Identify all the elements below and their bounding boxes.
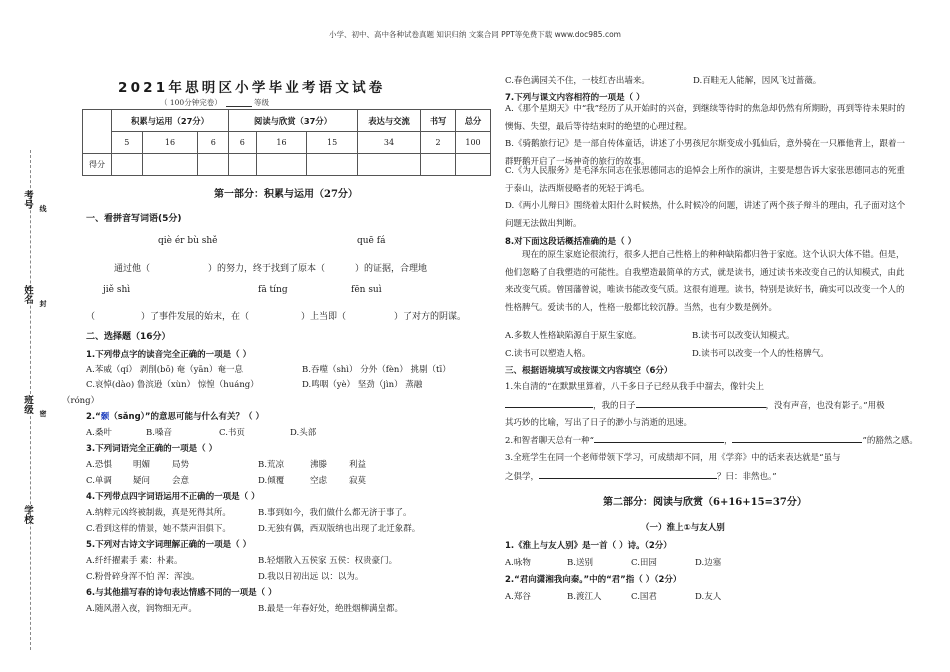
score-header: 阅读与欣赏（37分）: [229, 110, 358, 132]
option: D.我以日初出远 以：以为。: [258, 572, 364, 582]
option: C.粉骨碎身浑不怕 浑：浑浊。: [86, 572, 200, 582]
fill-text: 3.全班学生在同一个老师带领下学习，可成绩却不同，用《学弈》中的话来表达就是“虽与: [505, 453, 841, 463]
score-points: 16: [256, 132, 307, 154]
option: A.苯威（qí） 剥削(bō) 奄（yān）奄一息: [86, 365, 243, 375]
reading-passage: 现在的原生家庭论很流行，很多人把自己性格上的种种缺陷都归咎于家庭。这个认识大体不错。但是，他们忽略了自我塑造的可能性。自我塑造最简单的方式，就是读书，通过读书来改变自己的认知模式，由此来改变气质。曾国藩曾说，唯读书能改变气质。这很有道理。读书，特别是读好书，确实可以改变一个人的性格脾气。爱读书的人，性格一般都比较沉静。当然，也有少数是例外。: [505, 250, 905, 313]
option: A.郑谷: [505, 592, 531, 602]
time-limit: （ 100分钟完卷）: [160, 98, 222, 107]
option: D.友人: [695, 592, 722, 602]
fill-text: 之俱学， ？曰：非然也。”: [505, 469, 777, 482]
option: B.读书可以改变认知模式。: [692, 331, 795, 341]
option: D.边塞: [695, 558, 722, 568]
option: C.哀悼(dào) 鲁滨逊（xùn） 惊惶（huáng）: [86, 380, 259, 390]
binding-secret: 密: [39, 410, 47, 417]
score-cell[interactable]: [421, 154, 456, 176]
question: 1.下列带点字的读音完全正确的一项是（ ）: [86, 350, 252, 360]
score-points: 100: [456, 132, 491, 154]
fill-text: （ ）了事件发展的始末，在（ ）上当即（ ）了对方的阴谋。: [86, 312, 467, 322]
score-cell[interactable]: [198, 154, 229, 176]
option: B.事到如今，我们做什么都无济于事了。: [258, 508, 412, 518]
option: 会意: [172, 476, 190, 486]
option: C.看到这样的情景，她不禁声泪俱下。: [86, 524, 231, 534]
score-points: 16: [142, 132, 198, 154]
score-cell[interactable]: [456, 154, 491, 176]
binding-seal: 封: [39, 300, 47, 307]
score-header: 书写: [421, 110, 456, 132]
header-note: 小学、初中、高中各种试卷真题 知识归纳 文案合同 PPT等免费下载 www.doc985.com: [329, 30, 621, 39]
option: D.百畦无人能解，因风飞过蔷薇。: [693, 76, 822, 86]
option: B.嗓音: [146, 428, 172, 438]
blank[interactable]: [636, 398, 766, 408]
question: 7.下列与课文内容相符的一项是（ ）: [505, 93, 645, 103]
score-row-label: 得分: [83, 154, 112, 176]
option: 明媚: [133, 460, 151, 470]
pinyin: fēn suì: [351, 285, 382, 295]
part1-title: 第一部分：积累与运用（27分）: [214, 189, 358, 200]
binding-line-label: 线: [39, 205, 47, 212]
blank[interactable]: [539, 469, 717, 479]
question: 8.对下面这段话概括准确的是（ ）: [505, 237, 637, 247]
score-points: 5: [112, 132, 143, 154]
pinyin: quē fá: [357, 236, 386, 246]
option: B.轻烟散入五侯家 五侯：权贵豪门。: [258, 556, 398, 566]
option: 局势: [172, 460, 190, 470]
option: 疑问: [133, 476, 151, 486]
option: C.国君: [631, 592, 657, 602]
question: 6.与其他描写春的诗句表达情感不同的一项是（ ）: [86, 588, 277, 598]
score-table: [82, 109, 491, 176]
option: B.吞噬（shì） 分外（fèn） 挑剔（tī）: [302, 365, 451, 375]
pinyin: fā tíng: [258, 285, 288, 295]
option: （róng）: [62, 396, 100, 406]
score-points: 34: [358, 132, 421, 154]
pinyin: qiè ér bù shě: [158, 236, 218, 246]
option: A.桑叶: [86, 428, 112, 438]
binding-class: 班级: [22, 395, 33, 414]
question: 3.下列词语完全正确的一项是（ ）: [86, 444, 218, 454]
question: 2.“颡（sǎng）”的意思可能与什么有关？（ ）: [86, 412, 264, 422]
option: A.随风潜入夜，润物细无声。: [86, 604, 197, 614]
score-cell[interactable]: [358, 154, 421, 176]
binding-school: 学校: [22, 505, 33, 524]
option: 寂莫: [349, 476, 367, 486]
score-points: 6: [198, 132, 229, 154]
question: 4.下列带点四字词语运用不正确的一项是（ ）: [86, 492, 260, 502]
option: 沸滕: [310, 460, 328, 470]
option: 利益: [349, 460, 367, 470]
score-points: 15: [307, 132, 358, 154]
fill-text: 2.和智者聊天总有一种“ ， ”的豁然之感。: [505, 433, 918, 446]
pinyin: jiě shì: [103, 285, 131, 295]
fill-text: 通过他（ ）的努力，终于找到了原本（ ）的证据，合理地: [114, 264, 428, 274]
option: D.无独有偶，西双版纳也出现了北迁象群。: [258, 524, 421, 534]
score-cell[interactable]: [112, 154, 143, 176]
score-header: 表达与交流: [358, 110, 421, 132]
option: C.田园: [631, 558, 657, 568]
fill-text: 其巧妙的比喻，写出了日子的渺小与消逝的迅速。: [505, 418, 693, 428]
blank[interactable]: [732, 433, 862, 443]
option: B.送别: [567, 558, 593, 568]
option: A.纤纤擢素手 素：朴素。: [86, 556, 183, 566]
score-points: 6: [229, 132, 257, 154]
option: B.最是一年春好处，绝胜烟柳满皇都。: [258, 604, 403, 614]
score-cell[interactable]: [229, 154, 257, 176]
option: D.倾覆: [258, 476, 285, 486]
question: 2.“君向潇湘我向秦。”中的“君”指（ ）（2分）: [505, 575, 682, 585]
score-header: 积累与运用（27分）: [112, 110, 229, 132]
option: A.多数人性格缺陷源自于原生家庭。: [505, 331, 642, 341]
q3-title: 三、根据语境填写或按课文内容填空（6分）: [505, 366, 673, 376]
binding-exam-no: 考号: [22, 190, 33, 209]
option: C.春色满园关不住，一枝红杏出墙来。: [505, 76, 650, 86]
question: 1.《淮上与友人别》是一首（ ）诗。（2分）: [505, 541, 672, 551]
option: B.渡江人: [567, 592, 602, 602]
option: C.书页: [219, 428, 245, 438]
option: D.读书可以改变一个人的性格脾气。: [692, 349, 829, 359]
blank[interactable]: [505, 398, 593, 408]
time-underline: [226, 106, 252, 107]
score-points: 2: [421, 132, 456, 154]
score-corner: [83, 110, 112, 154]
score-cell[interactable]: [307, 154, 358, 176]
blank[interactable]: [594, 433, 724, 443]
option: A.《那个星期天》中“我”经历了从开始时的兴奋，到继续等待时的焦急却仍然有所期盼，再到等待未果时的懊悔、失望，最后等待结束时的绝望的心理过程。: [505, 104, 906, 132]
option: 空虑: [310, 476, 328, 486]
part2-subtitle: （一）淮上①与友人别: [641, 523, 725, 533]
grade-label: 等级: [254, 98, 269, 107]
q2-title: 二、选择题（16分）: [86, 332, 171, 342]
fill-text: ，我的日子 ，没有声音，也没有影子。”用极: [505, 398, 885, 411]
option: B.荒凉: [258, 460, 284, 470]
option: C.单调: [86, 476, 112, 486]
binding-name: 姓名: [22, 285, 33, 304]
option: A.咏物: [505, 558, 531, 568]
fill-text: 1.朱自清的“在默默里算着，八千多日子已经从我手中溜去，像针尖上: [505, 382, 764, 392]
option: B.《骑鹅旅行记》是一部自传体童话，讲述了小男孩尼尔斯变成小狐仙后，意外骑在一只雁他背上，跟着一群野鹅开启了一场神奇的旅行的故事。: [505, 139, 905, 167]
score-cell[interactable]: [256, 154, 307, 176]
question: 5.下列对古诗文字词理解正确的一项是（ ）: [86, 540, 252, 550]
option: D.鸣咽（yè） 坚劲（jìn） 蒸融: [302, 380, 423, 390]
option: C.读书可以塑造人格。: [505, 349, 591, 359]
option: C.《为人民服务》是毛泽东同志在张思德同志的追悼会上所作的演讲，主要是想告诉大家张思德同志的死重于泰山，法西斯侵略者的死轻于鸿毛。: [505, 166, 905, 194]
exam-title: 2021年思明区小学毕业考语文试卷: [118, 80, 386, 96]
option: A.恐惧: [86, 460, 112, 470]
option: D.《两小儿辩日》围绕着太阳什么时候热，什么时候冷的问题，讲述了两个孩子辩斗的理由，孔子面对这个问题无法做出判断。: [505, 201, 906, 229]
score-cell[interactable]: [142, 154, 198, 176]
score-header: 总分: [456, 110, 491, 132]
part2-title: 第二部分：阅读与欣赏（6+16+15=37分）: [603, 497, 807, 508]
option: D.头部: [290, 428, 317, 438]
q1-title: 一、看拼音写词语(5分): [86, 214, 182, 224]
option: A.纳粹元凶终被制裁，真是死得其所。: [86, 508, 231, 518]
